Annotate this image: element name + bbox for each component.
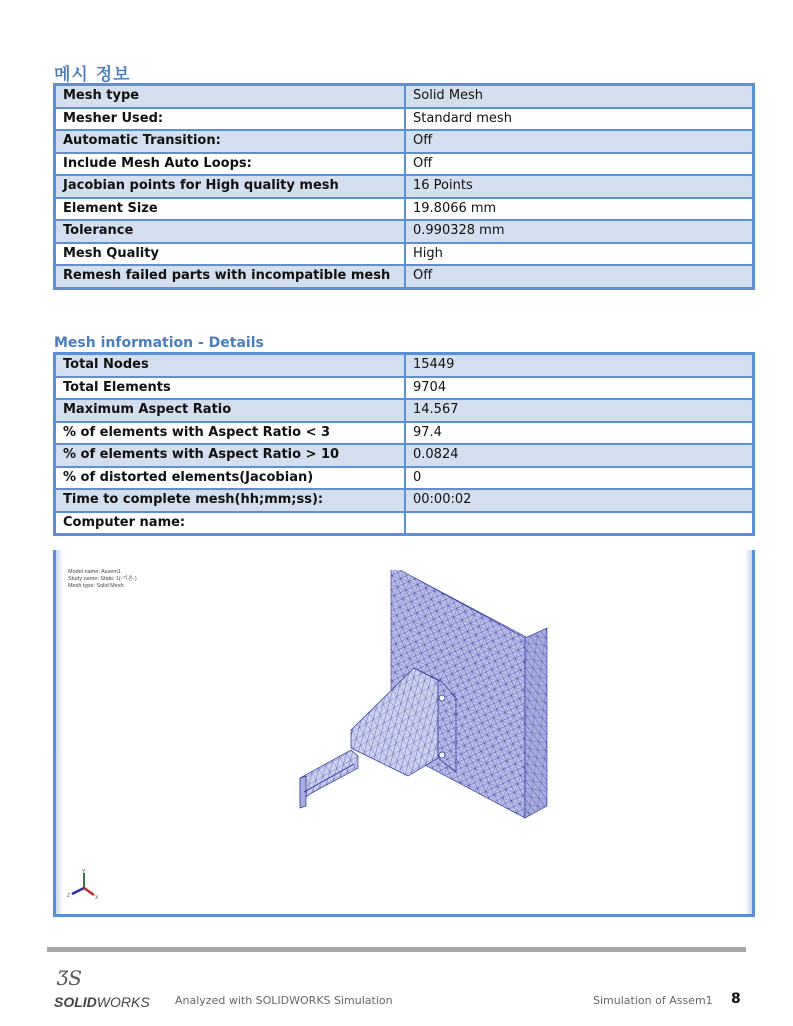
row-value: Off <box>405 130 754 153</box>
row-value: High <box>405 243 754 266</box>
row-value: 19.8066 mm <box>405 198 754 221</box>
svg-text:Y: Y <box>82 869 86 875</box>
row-label: Computer name: <box>55 512 406 535</box>
mesh-model-image <box>296 570 556 830</box>
section-title-mesh-info: 메시 정보 <box>54 65 131 85</box>
row-value: Off <box>405 153 754 176</box>
solidworks-logo <box>53 963 163 1015</box>
svg-text:ƷS: ƷS <box>57 966 82 990</box>
bolt-hole <box>439 752 445 758</box>
block-right-face <box>525 628 547 818</box>
row-label: Remesh failed parts with incompatible mesh <box>55 265 406 288</box>
table-row <box>55 512 754 535</box>
row-label: Mesher Used: <box>55 108 406 131</box>
footer-divider <box>47 947 746 952</box>
bracket-arm-end <box>300 776 306 808</box>
bolt-hole <box>439 695 445 701</box>
page-number: 8 <box>731 991 741 1007</box>
mesh-details-table <box>53 352 755 536</box>
row-value: 0 <box>405 467 754 490</box>
row-label: % of elements with Aspect Ratio < 3 <box>55 422 406 445</box>
table-row <box>55 220 754 243</box>
table-row <box>55 85 754 108</box>
table-row <box>55 130 754 153</box>
table-row <box>55 422 754 445</box>
row-value: 14.567 <box>405 399 754 422</box>
row-value: Off <box>405 265 754 288</box>
row-label: Include Mesh Auto Loops: <box>55 153 406 176</box>
row-label: % of distorted elements(Jacobian) <box>55 467 406 490</box>
footer-analyzed-text: Analyzed with SOLIDWORKS Simulation <box>175 994 393 1007</box>
row-label: Tolerance <box>55 220 406 243</box>
table-row <box>55 153 754 176</box>
caption-mesh-type: Mesh type: Solid Mesh <box>68 583 124 589</box>
table-row <box>55 467 754 490</box>
model-caption <box>68 569 137 590</box>
table-row <box>55 265 754 288</box>
svg-text:Z: Z <box>67 893 71 899</box>
row-value: 0.990328 mm <box>405 220 754 243</box>
ds-logo-icon <box>53 963 163 1011</box>
row-label: % of elements with Aspect Ratio > 10 <box>55 444 406 467</box>
row-label: Jacobian points for High quality mesh <box>55 175 406 198</box>
mesh-image-panel <box>53 550 755 917</box>
row-label: Time to complete mesh(hh;mm;ss): <box>55 489 406 512</box>
mesh-info-table <box>53 83 755 290</box>
row-value: 0.0824 <box>405 444 754 467</box>
row-value: 16 Points <box>405 175 754 198</box>
row-value: Solid Mesh <box>405 85 754 108</box>
row-label: Mesh Quality <box>55 243 406 266</box>
footer-document-title: Simulation of Assem1 <box>593 994 713 1007</box>
table-row <box>55 108 754 131</box>
row-value: 9704 <box>405 377 754 400</box>
table-row <box>55 175 754 198</box>
row-value: Standard mesh <box>405 108 754 131</box>
row-value <box>405 512 754 535</box>
svg-text:X: X <box>95 895 99 901</box>
table-row <box>55 354 754 377</box>
row-label: Total Elements <box>55 377 406 400</box>
row-value: 15449 <box>405 354 754 377</box>
row-label: Total Nodes <box>55 354 406 377</box>
table-row <box>55 243 754 266</box>
caption-model-name: Model name: Assem1 <box>68 569 121 575</box>
row-value: 00:00:02 <box>405 489 754 512</box>
caption-study-name: Study name: Static 1(-기본-) <box>68 576 137 582</box>
bracket-arm <box>300 750 358 802</box>
section-title-mesh-details: Mesh information - Details <box>54 335 264 351</box>
row-value: 97.4 <box>405 422 754 445</box>
table-row <box>55 489 754 512</box>
table-row <box>55 198 754 221</box>
row-label: Mesh type <box>55 85 406 108</box>
table-row <box>55 377 754 400</box>
table-row <box>55 444 754 467</box>
row-label: Automatic Transition: <box>55 130 406 153</box>
svg-text:SOLIDWORKS: SOLIDWORKS <box>54 994 150 1010</box>
row-label: Element Size <box>55 198 406 221</box>
axis-triad-icon <box>66 868 102 904</box>
row-label: Maximum Aspect Ratio <box>55 399 406 422</box>
table-row <box>55 399 754 422</box>
